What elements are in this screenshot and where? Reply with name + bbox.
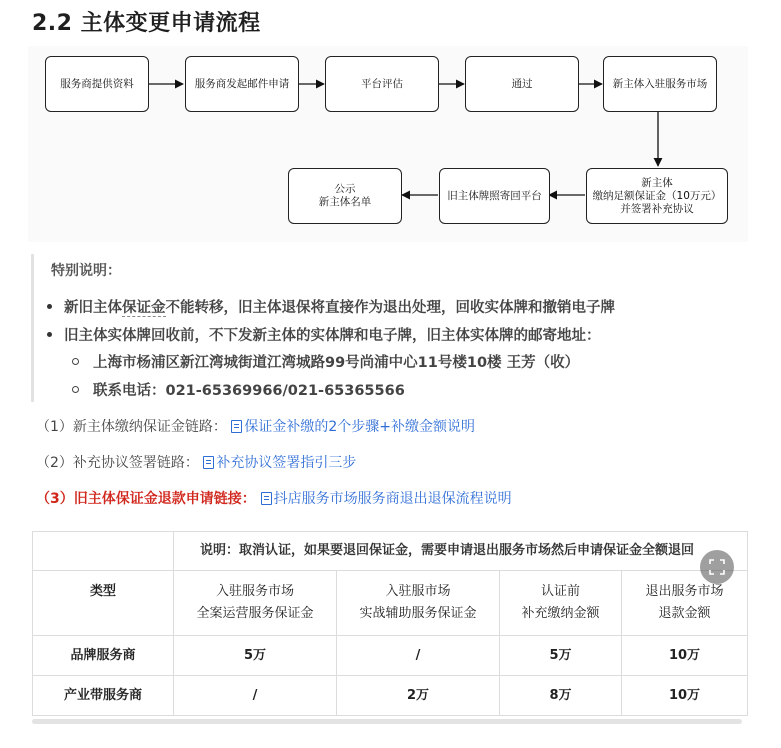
- link-text: 保证金补缴的2个步骤+补缴金额说明: [244, 419, 476, 435]
- bullet-dot: [47, 304, 52, 309]
- bullet-dot: [47, 332, 52, 337]
- cell-value: 5万: [500, 636, 622, 676]
- special-notes: [31, 254, 724, 402]
- flow-step-approved: 通过: [465, 56, 579, 112]
- cell-value: /: [337, 636, 500, 676]
- link-text: 补充协议签署指引三步: [216, 455, 357, 471]
- table-note-row: [33, 532, 748, 571]
- header-supplement-amount: 认证前 补充缴纳金额: [500, 571, 622, 636]
- deposit-table: [32, 531, 748, 716]
- table-row: [33, 676, 748, 716]
- link-row-deposit: [36, 416, 475, 436]
- link-label: （1）新主体缴纳保证金链路：: [36, 419, 227, 435]
- section-title: 2.2 主体变更申请流程: [32, 11, 261, 36]
- row-type: 品牌服务商: [33, 636, 174, 676]
- table-empty-cell: [33, 532, 174, 571]
- cell-value: 10万: [622, 676, 748, 716]
- header-type: 类型: [33, 571, 174, 636]
- table-row: [33, 636, 748, 676]
- flow-step-new-entity-onboard: 新主体入驻服务市场: [603, 56, 717, 112]
- flow-step-publish-list: 公示 新主体名单: [288, 168, 402, 224]
- link-row-agreement: [36, 452, 356, 472]
- link-label: （3）旧主体保证金退款申请链接：: [36, 491, 256, 507]
- note-bullet-deposit: [47, 296, 615, 317]
- note-sub-phone: [72, 379, 405, 400]
- table-note: 说明：取消认证，如果要退回保证金，需要申请退出服务市场然后申请保证金全额退回: [174, 532, 748, 571]
- flow-step-platform-review: 平台评估: [325, 56, 439, 112]
- refund-doc-link[interactable]: [261, 491, 512, 507]
- table-horizontal-scrollbar[interactable]: [32, 719, 742, 724]
- link-text: 抖店服务市场服务商退出退保流程说明: [273, 491, 512, 507]
- cell-value: /: [174, 676, 337, 716]
- sub-bullet-circle: [72, 358, 79, 365]
- header-refund-amount: 退出服务市场 退款金额: [622, 571, 748, 636]
- cell-value: 2万: [337, 676, 500, 716]
- agreement-doc-link[interactable]: [203, 455, 356, 471]
- flow-step-pay-deposit: 新主体 缴纳足额保证金（10万元） 并签署补充协议: [586, 168, 728, 224]
- header-full-service-deposit: 入驻服务市场 全案运营服务保证金: [174, 571, 337, 636]
- flowchart: [28, 46, 748, 242]
- contact-phone: 联系电话：021-65369966/021-65365566: [93, 383, 405, 399]
- note-sub-address: [72, 351, 579, 372]
- deposit-term[interactable]: 保证金: [122, 300, 166, 316]
- note-text: 旧主体实体牌回收前，不下发新主体的实体牌和电子牌，旧主体实体牌的邮寄地址：: [64, 328, 601, 344]
- document-icon: [203, 456, 214, 469]
- flow-step-email-application: 服务商发起邮件申请: [185, 56, 299, 112]
- link-label: （2）补充协议签署链路：: [36, 455, 199, 471]
- header-assist-service-deposit: 入驻服市场 实战辅助服务保证金: [337, 571, 500, 636]
- flow-step-provide-materials: 服务商提供资料: [45, 56, 149, 112]
- fullscreen-icon: [700, 550, 734, 584]
- note-bullet-license: [47, 324, 601, 345]
- mailing-address: 上海市杨浦区新江湾城街道江湾城路99号尚浦中心11号楼10楼 王芳（收）: [93, 355, 580, 371]
- notes-heading: 特别说明：: [51, 263, 121, 279]
- document-icon: [261, 492, 272, 505]
- row-type: 产业带服务商: [33, 676, 174, 716]
- expand-table-button[interactable]: [700, 550, 734, 584]
- document-icon: [231, 420, 242, 433]
- cell-value: 5万: [174, 636, 337, 676]
- cell-value: 8万: [500, 676, 622, 716]
- link-row-refund: [36, 488, 512, 508]
- table-header-row: [33, 571, 748, 636]
- deposit-doc-link[interactable]: [231, 419, 475, 435]
- flow-step-return-license: 旧主体牌照寄回平台: [439, 168, 550, 224]
- note-text: 新旧主体: [64, 300, 122, 316]
- cell-value: 10万: [622, 636, 748, 676]
- note-text: 不能转移，旧主体退保将直接作为退出处理，回收实体牌和撤销电子牌: [165, 300, 615, 316]
- sub-bullet-circle: [72, 386, 79, 393]
